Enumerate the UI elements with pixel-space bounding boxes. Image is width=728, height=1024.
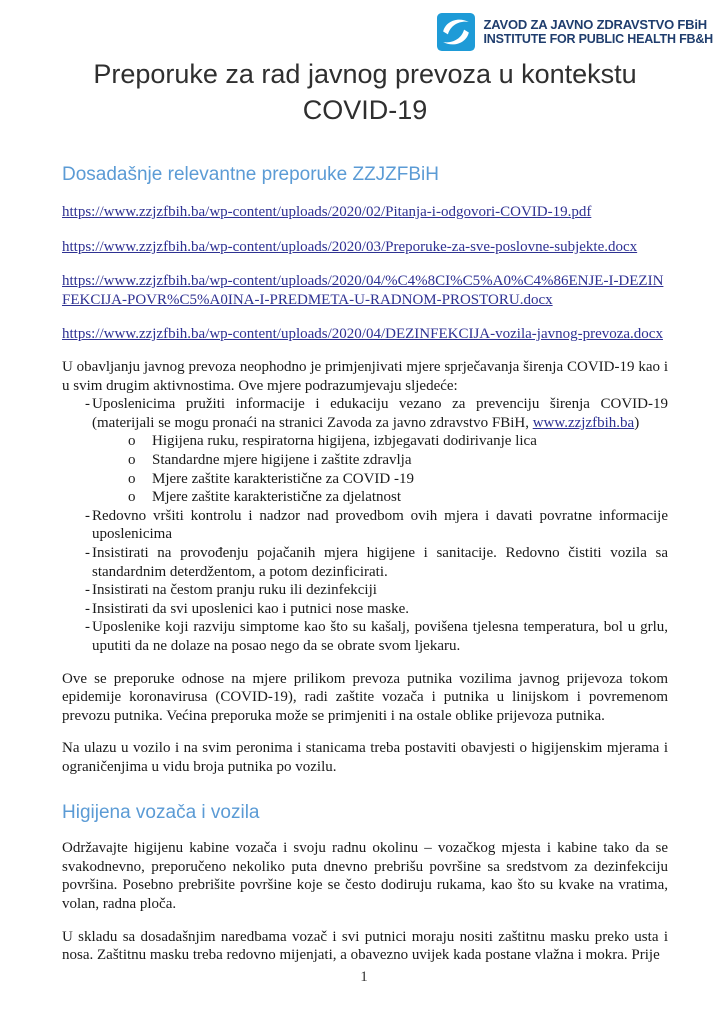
link-dezinfekcija-vozila-docx[interactable]: https://www.zzjzfbih.ba/wp-content/uploads/2020/04/DEZINFEKCIJA-vozila-javnog-prevoza.docx xyxy=(62,326,663,343)
dash-bullet-marker: - xyxy=(85,582,90,599)
bullet-item-inform-employees xyxy=(62,395,668,432)
sub-bullet-text: Higijena ruku, respiratorna higijena, izbjegavati dodirivanje lica xyxy=(152,433,537,450)
org-logo xyxy=(62,13,713,51)
scope-paragraph: Ove se preporuke odnose na mjere prilikom prevoza putnika vozilima javnog prijevoza tokom epidemije koronavirusa (COVID-19), radi zaštite vozača i putnika u linijskom i povremenom prevozu putnika. Većina preporuka može se primjeniti i na ostale oblike prijevoza putnika. xyxy=(62,670,668,724)
notices-paragraph: Na ulazu u vozilo i na svim peronima i stanicama treba postaviti obavjesti o higijenskim mjerama i ograničenjima u vidu broja putnika po vozilu. xyxy=(62,740,668,775)
dash-bullet-marker: - xyxy=(85,396,90,413)
link-row xyxy=(62,238,668,257)
link-preporuke-poslovni-subjekti-docx[interactable]: https://www.zzjzfbih.ba/wp-content/uploads/2020/03/Preporuke-za-sve-poslovne-subjekte.docx xyxy=(62,238,638,255)
sub-bullet-standard-measures xyxy=(62,451,668,470)
bullet-item-control-supervision xyxy=(62,507,668,544)
bullet-item-masks xyxy=(62,600,668,619)
link-row xyxy=(62,272,668,309)
link-ciscenje-dezinfekcija-docx[interactable]: https://www.zzjzfbih.ba/wp-content/uploads/2020/04/%C4%8CI%C5%A0%C4%86ENJE-I-DEZINFEKCIJA-POVR%C5%A0INA-I-PREDMETA-U-RADNOM-PROSTORU.docx xyxy=(62,273,664,308)
intro-paragraph: U obavljanju javnog prevoza neophodno je primjenjivati mjere sprječavanja širenja COVID-19 kao i u svim drugim aktivnostima. Ove mjere podrazumjevaju sljedeće: xyxy=(62,359,668,394)
bullet-item-hand-washing xyxy=(62,581,668,600)
zzjz-swirl-logo-icon xyxy=(437,13,475,51)
document-title: Preporuke za rad javnog prevoza u kontekstu COVID-19 xyxy=(93,59,637,125)
sub-bullet-text: Standardne mjere higijene i zaštite zdravlja xyxy=(152,451,412,468)
link-row xyxy=(62,325,668,344)
bullet-text: Insistirati na provođenju pojačanih mjera higijene i sanitacije. Redovno čistiti vozila sa standardnim deterdžentom, a potom dezinficirati. xyxy=(92,544,668,580)
circle-bullet-marker: o xyxy=(128,451,136,468)
bullet-text: Redovno vršiti kontrolu i nadzor nad provedbom ovih mjera i davati povratne informacije uposlenicima xyxy=(92,507,668,543)
org-name-english: INSTITUTE FOR PUBLIC HEALTH FB&H xyxy=(483,32,713,47)
page-number: 1 xyxy=(360,969,368,985)
dash-bullet-marker: - xyxy=(85,507,90,524)
dash-bullet-marker: - xyxy=(85,619,90,636)
circle-bullet-marker: o xyxy=(128,433,136,450)
sub-bullet-hand-hygiene xyxy=(62,432,668,451)
org-name-bosnian: ZAVOD ZA JAVNO ZDRAVSTVO FBiH xyxy=(483,16,707,32)
sub-bullet-activity-measures xyxy=(62,488,668,507)
bullet-text-before: Uposlenicima pružiti informacije i edukaciju vezano za prevenciju širenja COVID-19 (materijali se mogu pronaći na stranici Zavoda za javno zdravstvo FBiH, xyxy=(92,396,668,431)
circle-bullet-marker: o xyxy=(128,489,136,506)
sub-bullet-covid-measures xyxy=(62,470,668,489)
link-zzjzfbih-homepage[interactable]: www.zzjzfbih.ba xyxy=(532,414,635,431)
bullet-text: Insistirati na čestom pranju ruku ili dezinfekciji xyxy=(92,582,377,599)
dash-bullet-marker: - xyxy=(85,544,90,561)
link-row xyxy=(62,203,668,222)
bullet-text: Uposlenike koji razviju simptome kao što su kašalj, povišena tjelesna temperatura, bol u grlu, uputiti da ne dolaze na posao nego da se obrate svom ljekaru. xyxy=(92,619,668,654)
mask-rules-paragraph: U skladu sa dosadašnjim naredbama vozač i svi putnici moraju nositi zaštitnu masku preko usta i nosa. Zaštitnu masku treba redovno mijenjati, a obavezno uvijek kada postane vlažna i mokra. Prije xyxy=(62,928,668,964)
bullet-text-after: ) xyxy=(634,414,640,431)
bullet-text: Insistirati da svi uposlenici kao i putnici nose maske. xyxy=(92,600,410,617)
bullet-item-symptoms xyxy=(62,618,668,655)
sub-bullet-text: Mjere zaštite karakteristične za djelatnost xyxy=(152,489,402,506)
circle-bullet-marker: o xyxy=(128,470,136,487)
section-heading-previous-recommendations: Dosadašnje relevantne preporuke ZZJZFBiH xyxy=(62,164,440,186)
link-pitanja-i-odgovori-pdf[interactable]: https://www.zzjzfbih.ba/wp-content/uploads/2020/02/Pitanja-i-odgovori-COVID-19.pdf xyxy=(62,204,592,221)
cabin-hygiene-paragraph: Održavajte higijenu kabine vozača i svoju radnu okolinu – vozačkog mjesta i kabine tako da se svakodnevno, preporučeno nekoliko puta dnevno prebrišu površine sa sredstvom za dezinfekciju površina. Posebno prebrišite površine koje se često dodiruju rukama, kao što su kvake na vratima, volan, radna ploča. xyxy=(62,840,668,913)
section-heading-driver-vehicle-hygiene: Higijena vozača i vozila xyxy=(62,802,260,824)
dash-bullet-marker: - xyxy=(85,600,90,617)
bullet-text xyxy=(92,395,668,432)
sub-bullet-text: Mjere zaštite karakteristične za COVID -19 xyxy=(152,470,414,487)
org-name xyxy=(484,17,713,47)
bullet-item-hygiene-sanitation xyxy=(62,544,668,581)
